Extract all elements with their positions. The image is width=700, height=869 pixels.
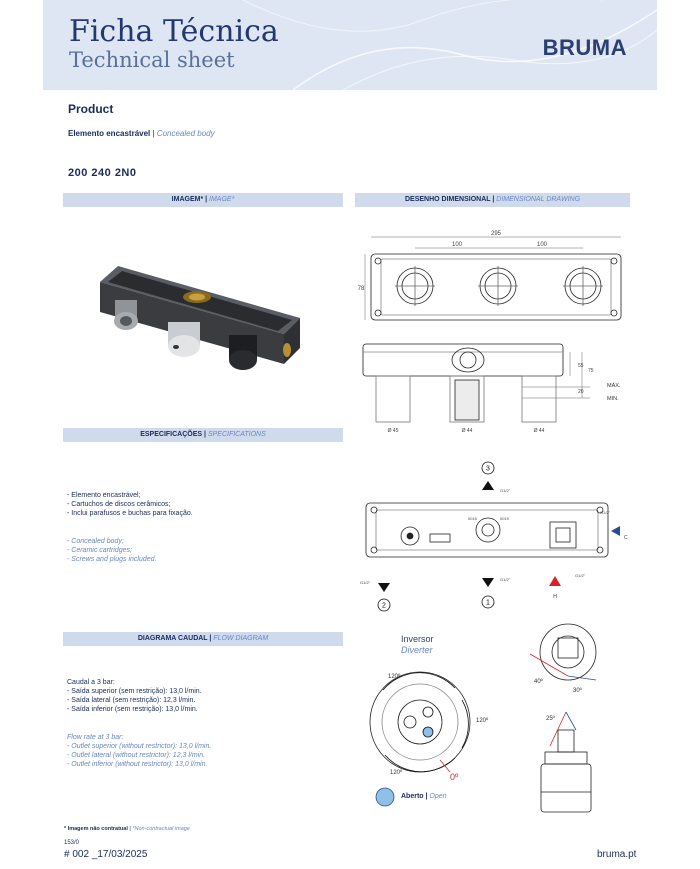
dim-55: 55 [578,363,584,369]
footer-doc-id: # 002 _17/03/2025 [64,849,148,860]
diverter-port-2 [404,716,416,728]
flow-item: - Saída inferior (sem restrição): 13,0 l/min. [67,706,198,713]
section-flow-en: FLOW DIAGRAM [213,635,269,642]
footer-code: 153/0 [64,840,80,846]
title-en: Technical sheet [69,48,235,72]
arrow-up-port3 [482,481,494,490]
diverter-title-pt: Inversor [401,634,434,644]
label-max: MÁX. [607,383,621,389]
cartridge-top-view [530,624,596,680]
cartridge-angle-b: 30º [573,688,582,694]
dim-h: 78 [357,286,365,292]
spec-item: - Elemento encastrável; [67,492,141,499]
open-en: Open [429,793,447,800]
angle-right: 120º [476,718,489,724]
footer-website[interactable]: bruma.pt [597,849,637,860]
spec-item: - Inclui parafusos e buchas para fixação. [67,510,193,517]
diverter-diagram [370,672,470,772]
product-label: Product [68,102,114,116]
desc-pt: Elemento encastrável [68,129,151,138]
footnote [64,826,190,832]
angle-top: 120º [388,674,401,680]
diameter-45: Ø 45 [387,428,399,434]
sep: | [127,826,133,832]
sep: | [490,196,497,203]
port-2: 2 [382,602,386,610]
desc-en: Concealed body [156,129,215,138]
mark-b: 0019 [500,516,509,521]
thread-e: G1/2" [600,510,611,515]
arrow-left-cold [611,526,620,536]
flow-item: - Saída superior (sem restrição): 13,0 l/min. [67,688,202,695]
section-flow-pt: DIAGRAMA CAUDAL [137,635,208,642]
port-1: 1 [486,599,490,607]
cartridge-angle-c: 25º [546,716,555,722]
arrow-down-port2 [378,583,390,592]
flow-item: Flow rate at 3 bar: [67,734,124,741]
arrow-down-port1 [482,578,494,587]
dim-total: 295 [490,231,502,237]
sep: | [423,793,430,800]
footnote-en: *Non-contractual image [132,826,190,832]
product-image [100,266,300,370]
port-h: H [553,594,557,600]
drawing-top-view [365,237,621,320]
section-drawing-pt: DESENHO DIMENSIONAL [404,196,491,203]
port-3: 3 [486,465,490,473]
diameter-44b: Ø 44 [533,428,545,434]
sep: | [202,431,208,438]
diverter-port-1-open [423,727,433,737]
footnote-pt: * Imagem não contratual [64,826,128,832]
section-specs-pt: ESPECIFICAÇÕES [140,431,203,438]
section-drawing-en: DIMENSIONAL DRAWING [496,196,581,203]
thread-a: G1/2" [500,488,511,493]
dim-b: 100 [536,242,548,248]
diameter-44a: Ø 44 [461,428,473,434]
mark-a: 0015 [468,516,477,521]
flow-item: - Saída lateral (sem restrição): 12,3 l/min. [67,697,196,704]
section-image-pt: IMAGEM* [171,196,204,203]
open-pt: Aberto [401,793,424,800]
spec-item: - Screws and plugs included. [67,556,157,563]
dim-75: 75 [588,368,594,374]
spec-item: - Concealed body; [67,538,124,545]
spec-item: - Ceramic cartridges; [67,547,132,554]
spec-item: - Cartuchos de discos cerâmicos; [67,501,171,508]
cartridge-angle-a: 40º [534,679,543,685]
thread-c: G1/2" [500,577,511,582]
brand-logo: BRUMA [542,35,627,60]
flow-item: Caudal a 3 bar: [67,679,115,686]
dim-20: 20 [578,389,584,395]
dim-a: 100 [451,242,463,248]
sep: | [207,635,214,642]
angle-bottom: 120º [390,770,403,776]
sep: | [150,129,157,138]
label-min: MIN. [607,396,619,402]
section-specs-en: SPECIFICATIONS [207,431,266,438]
arrow-up-hot [549,576,561,586]
open-legend-label [401,793,447,800]
thread-d: G1/2" [575,573,586,578]
drawing-side-view [363,344,590,422]
flow-item: - Outlet superior (without restrictor): 13,0 l/min. [67,743,212,750]
drawing-ports-view [366,503,608,557]
cartridge-side-view [541,712,591,812]
section-image-en: IMAGE* [209,196,235,203]
title-pt: Ficha Técnica [69,14,279,49]
open-legend-dot [376,788,394,806]
diverter-port-3 [423,707,433,717]
thread-b: G1/2" [360,580,371,585]
port-c: C [624,535,628,541]
angle-zero: 0º [450,772,459,782]
product-code: 200 240 2N0 [68,167,137,179]
diverter-title-en: Diverter [401,645,433,655]
flow-item: - Outlet inferior (without restrictor): 13,0 l/min. [67,761,208,768]
flow-item: - Outlet lateral (without restrictor): 12,3 l/min. [67,752,206,759]
sep: | [203,196,210,203]
